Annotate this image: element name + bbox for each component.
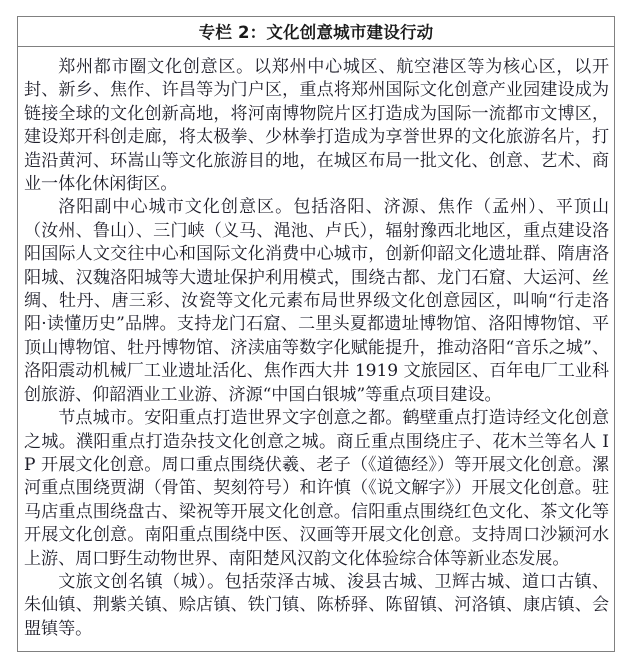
paragraph-famous-towns: 文旅文创名镇（城）。包括荥泽古城、浚县古城、卫辉古城、道口古镇、朱仙镇、荆紫关镇、赊店镇、铁门镇、陈桥驿、陈留镇、河洛镇、康店镇、会盟镇等。 — [24, 571, 609, 639]
callout-box-title: 专栏 2：文化创意城市建设行动 — [198, 23, 434, 42]
callout-box — [17, 16, 615, 652]
callout-box-body — [18, 47, 614, 651]
callout-box-header — [18, 17, 614, 47]
paragraph-node-cities: 节点城市。安阳重点打造世界文字创意之都。鹤壁重点打造诗经文化创意之城。濮阳重点打造杂技文化创意之城。商丘重点围绕庄子、花木兰等名人 IP 开展文化创意。周口重点围绕伏羲、老子（《道德经》）等开展文化创意。漯河重点围绕贾湖（骨笛、契刻符号）和许慎（《说文解字》）开展文化创意。驻马店重点围绕盘古、梁祝等开展文化创意。信阳重点围绕红色文化、茶文化等开展文化创意。南阳重点围绕中医、汉画等开展文化创意。支持周口沙颍河水上游、周口野生动物世界、南阳楚风汉韵文化体验综合体等新业态发展。 — [24, 408, 609, 569]
paragraph-luoyang: 洛阳副中心城市文化创意区。包括洛阳、济源、焦作（孟州）、平顶山（汝州、鲁山）、三门峡（义马、渑池、卢氏），辐射豫西北地区，重点建设洛阳国际人文交往中心和国际文化消费中心城市，创新仰韶文化遗址群、隋唐洛阳城、汉魏洛阳城等大遗址保护利用模式，围绕古都、龙门石窟、大运河、丝绸、牡丹、唐三彩、汝瓷等文化元素布局世界级文化创意园区，叫响“行走洛阳·读懂历史”品牌。支持龙门石窟、二里头夏都遗址博物馆、洛阳博物馆、平顶山博物馆、牡丹博物馆、济渎庙等数字化赋能提升，推动洛阳“音乐之城”、洛阳震动机械厂工业遗址活化、焦作西大井 1919 文旅园区、百年电厂工业科创旅游、仰韶酒业工业游、济源“中国白银城”等重点项目建设。 — [24, 197, 609, 405]
paragraph-zhengzhou: 郑州都市圈文化创意区。以郑州中心城区、航空港区等为核心区，以开封、新乡、焦作、许昌等为门户区，重点将郑州国际文化创意产业园建设成为链接全球的文化创新高地，将河南博物院片区打造成为国际一流都市文博区，建设郑开科创走廊，将太极拳、少林拳打造成为享誉世界的文化旅游名片，打造沿黄河、环嵩山等文化旅游目的地，在城区布局一批文化、创意、艺术、商业一体化休闲街区。 — [24, 57, 609, 195]
